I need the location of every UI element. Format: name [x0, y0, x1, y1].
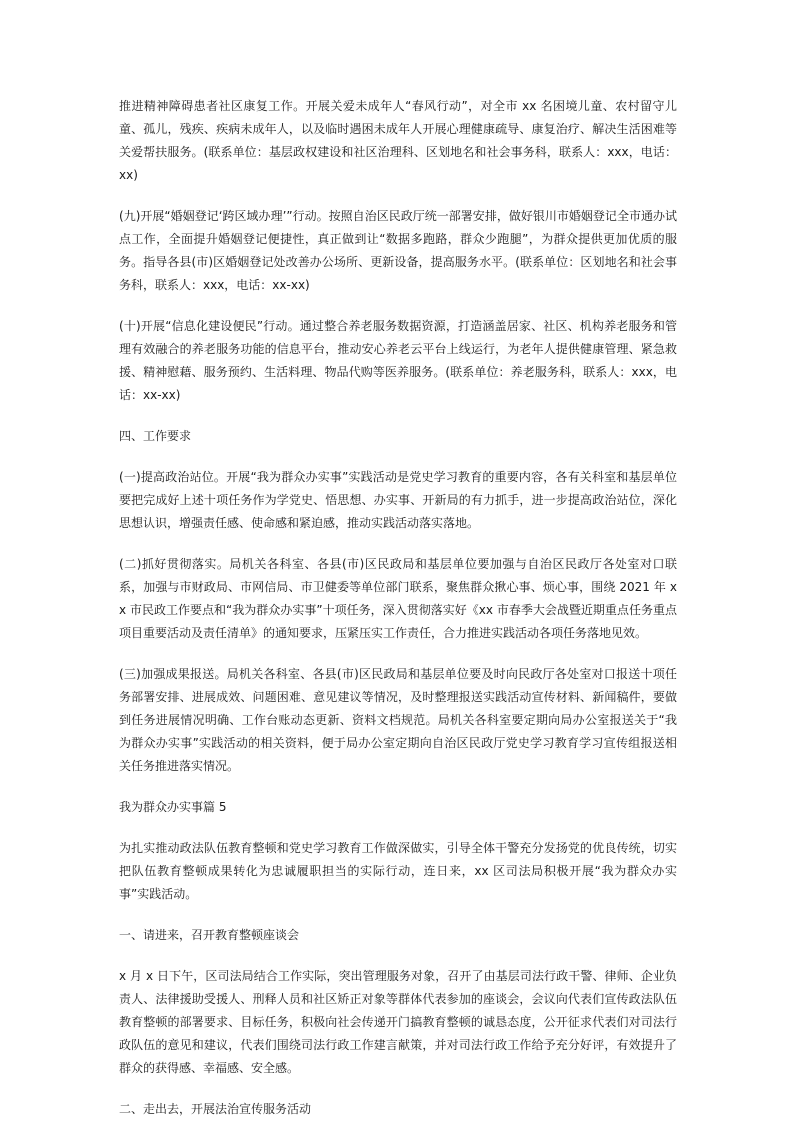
paragraph-item-9-marriage-registration: (九)开展“婚姻登记‘跨区域办理’”行动。按照自治区民政厅统一部署安排，做好银川市婚姻登记全市通办试点工作，全面提升婚姻登记便捷性，真正做到让“数据多跑路，群众少跑腿”，为群众提供更加优质的服务。指导各县(市)区婚姻登记处改善办公场所、更新设备，提高服务水平。(联系单位：区划地名和社会事务科，联系人：xxx，电话：xx-xx) — [119, 209, 677, 292]
paragraph-item-10-informatization: (十)开展“信息化建设便民”行动。通过整合养老服务数据资源，打造涵盖居家、社区、机构养老服务和管理有效融合的养老服务功能的信息平台，推动安心养老云平台上线运行，为老年人提供健康管理、紧急救援、精神慰藉、服务预约、生活料理、物品代购等医养服务。(联系单位：养老服务科，联系人：xxx，电话：xx-xx) — [119, 319, 677, 402]
paragraph-symposium-details: x 月 x 日下午，区司法局结合工作实际，突出管理服务对象，召开了由基层司法行政干警、律师、企业负责人、法律援助受援人、刑释人员和社区矫正对象等群体代表参加的座谈会，会议向代表们宣传政法队伍教育整顿的部署要求、目标任务，积极向社会传递开门搞教育整顿的诚恳态度，公开征求代表们对司法行政队伍的意见和建议，代表们围绕司法行政工作建言献策，并对司法行政工作给予充分好评，有效提升了群众的获得感、幸福感、安全感。 — [119, 969, 677, 1075]
section-heading-legal-publicity: 二、走出去，开展法治宣传服务活动 — [119, 1102, 312, 1116]
paragraph-rehabilitation-and-spring-breeze: 推进精神障碍患者社区康复工作。开展关爱未成年人“春风行动”，对全市 xx 名困境儿童、农村留守儿童、孤儿，残疾、疾病未成年人，以及临时遇困未成年人开展心理健康疏导、康复治疗、解决生活困难等关爱帮扶服务。(联系单位：基层政权建设和社区治理科、区划地名和社会事务科，联系人：xxx，电话：xx) — [119, 99, 677, 182]
section-heading-work-requirements: 四、工作要求 — [119, 429, 192, 443]
paragraph-requirement-1-political-stance: (一)提高政治站位。开展“我为群众办实事”实践活动是党史学习教育的重要内容，各有关科室和基层单位要把完成好上述十项任务作为学党史、悟思想、办实事、开新局的有力抓手，进一步提高政治站位，深化思想认识，增强责任感、使命感和紧迫感，推动实践活动落实落地。 — [119, 470, 677, 530]
paragraph-requirement-2-implementation: (二)抓好贯彻落实。局机关各科室、各县(市)区民政局和基层单位要加强与自治区民政厅各处室对口联系，加强与市财政局、市网信局、市卫健委等单位部门联系，聚焦群众揪心事、烦心事，围绕 2021 年 xx 市民政工作要点和“我为群众办实事”十项任务，深入贯彻落实好《xx 市春季大会战暨近期重点任务重点项目重要活动及责任清单》的通知要求，压紧压实工作责任，合力推进实践活动各项任务落地见效。 — [119, 557, 677, 640]
section-heading-symposium: 一、请进来，召开教育整顿座谈会 — [119, 928, 300, 942]
article-title-part-5: 我为群众办实事篇 5 — [119, 800, 227, 814]
paragraph-requirement-3-reporting: (三)加强成果报送。局机关各科室、各县(市)区民政局和基层单位要及时向民政厅各处室对口报送十项任务部署安排、进展成效、问题困难、意见建议等情况，及时整理报送实践活动宣传材料、新闻稿件，要做到任务进展情况明确、工作台账动态更新、资料文档规范。局机关各科室要定期向局办公室报送关于“我为群众办实事”实践活动的相关资料，便于局办公室定期向自治区民政厅党史学习教育学习宣传组报送相关任务推进落实情况。 — [119, 667, 677, 773]
paragraph-article-5-intro: 为扎实推动政法队伍教育整顿和党史学习教育工作做深做实，引导全体干警充分发扬党的优良传统，切实把队伍教育整顿成果转化为忠诚履职担当的实际行动，连日来，xx 区司法局积极开展“我为群众办实事”实践活动。 — [119, 841, 677, 901]
document-body — [119, 95, 677, 1139]
